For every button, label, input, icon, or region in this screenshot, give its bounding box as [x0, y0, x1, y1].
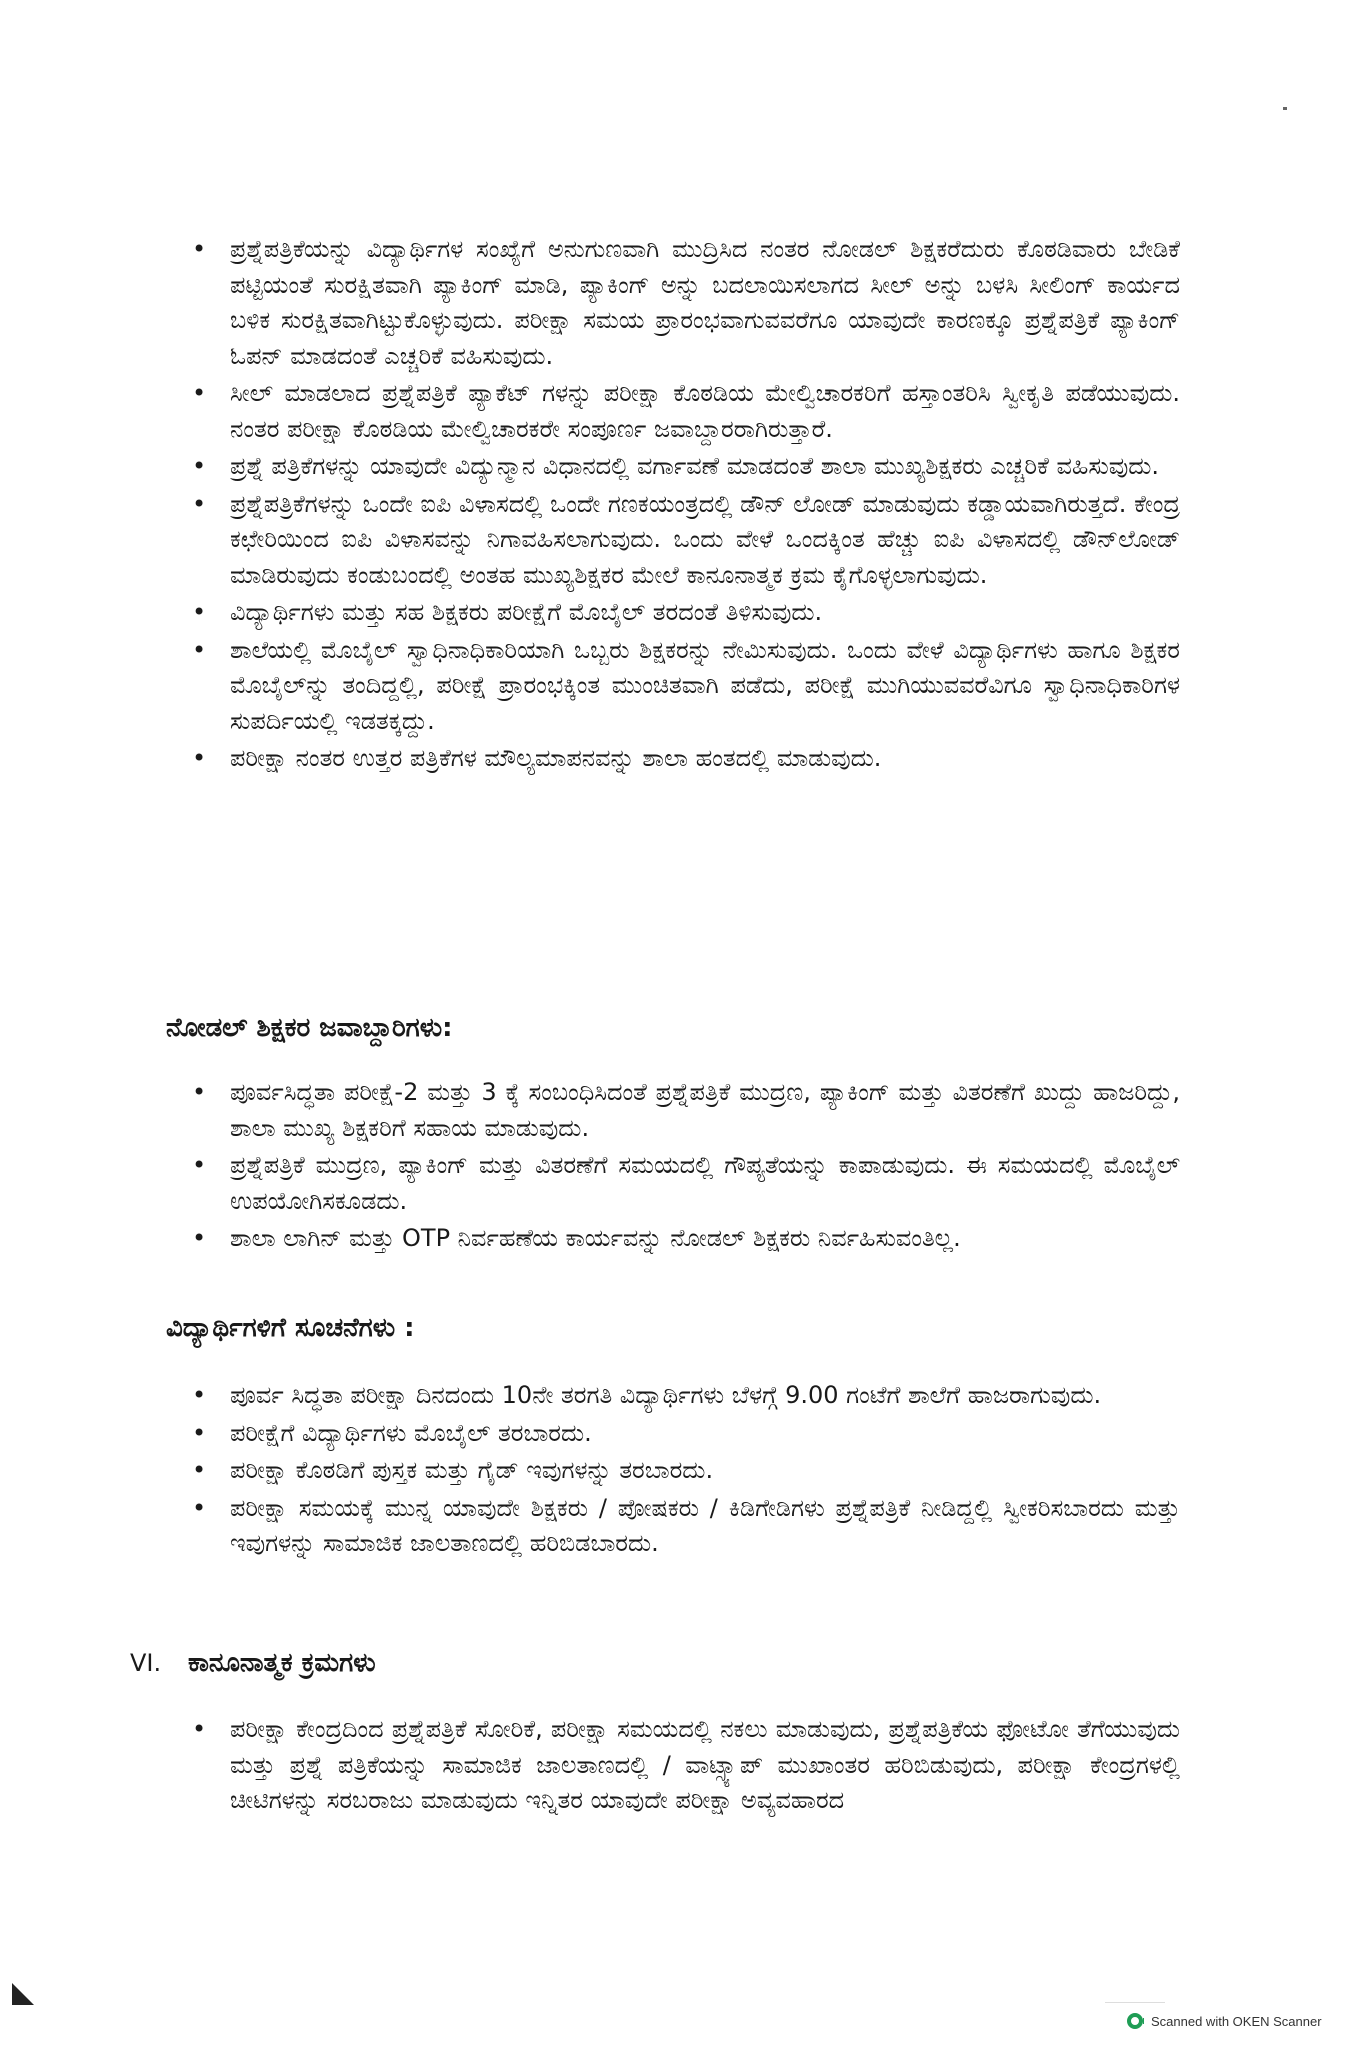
bullet-icon: • — [192, 1224, 207, 1252]
list-item — [190, 232, 1180, 374]
scanner-watermark — [1127, 2013, 1322, 2029]
list-item — [190, 1416, 1180, 1452]
bullet-icon: • — [192, 1418, 207, 1447]
list-item — [190, 449, 1180, 485]
list-item — [190, 741, 1180, 777]
list-item-text: ಪರೀಕ್ಷಾ ಸಮಯಕ್ಕೆ ಮುನ್ನ ಯಾವುದೇ ಶಿಕ್ಷಕರು / ಪೋಷಕರು / ಕಿಡಿಗೇಡಿಗಳು ಪ್ರಶ್ನೆಪತ್ರಿಕೆ ನೀಡಿದ್ದಲ್ಲಿ ಸ್ವೀಕರಿಸಬಾರದು ಮತ್ತು ಇವುಗಳನ್ನು ಸಾಮಾಜಿಕ ಜಾಲತಾಣದಲ್ಲಿ ಹರಿಬಿಡಬಾರದು. — [230, 1493, 1180, 1557]
nodal-bullet-list — [190, 1075, 1180, 1259]
bullet-icon: • — [192, 379, 207, 407]
student-bullet-list — [190, 1378, 1180, 1564]
page-corner-mark-icon — [12, 1983, 34, 2005]
student-instructions-heading: ವಿದ್ಯಾರ್ಥಿಗಳಿಗೆ ಸೂಚನೆಗಳು : — [166, 1313, 415, 1343]
list-item — [190, 1221, 1180, 1257]
list-item-text: ಶಾಲಾ ಲಾಗಿನ್ ಮತ್ತು OTP ನಿರ್ವಹಣೆಯ ಕಾರ್ಯವನ್ನು ನೋಡಲ್ ಶಿಕ್ಷಕರು ನಿರ್ವಹಿಸುವಂತಿಲ್ಲ. — [230, 1224, 961, 1252]
list-item — [190, 1378, 1180, 1414]
bullet-icon: • — [192, 635, 207, 664]
section-number: VI. — [130, 1649, 162, 1677]
bullet-icon: • — [192, 1078, 207, 1106]
scan-artifact-line — [1105, 2002, 1165, 2003]
intro-bullet-list — [190, 232, 1180, 779]
legal-actions-heading — [130, 1645, 376, 1681]
bullet-icon: • — [192, 1381, 207, 1409]
list-item-text: ಪೂರ್ವಸಿದ್ಧತಾ ಪರೀಕ್ಷೆ-2 ಮತ್ತು 3 ಕ್ಕೆ ಸಂಬಂಧಿಸಿದಂತೆ ಪ್ರಶ್ನೆಪತ್ರಿಕೆ ಮುದ್ರಣ, ಪ್ಯಾಕಿಂಗ್ ಮತ್ತು ವಿತರಣೆಗೆ ಖುದ್ದು ಹಾಜರಿದ್ದು, ಶಾಲಾ ಮುಖ್ಯ ಶಿಕ್ಷಕರಿಗೆ ಸಹಾಯ ಮಾಡುವುದು. — [230, 1078, 1180, 1142]
list-item-text: ಪ್ರಶ್ನೆಪತ್ರಿಕೆಯನ್ನು ವಿದ್ಯಾರ್ಥಿಗಳ ಸಂಖ್ಯೆಗೆ ಅನುಗುಣವಾಗಿ ಮುದ್ರಿಸಿದ ನಂತರ ನೋಡಲ್ ಶಿಕ್ಷಕರೆದುರು ಕೊಠಡಿವಾರು ಬೇಡಿಕೆ ಪಟ್ಟಿಯಂತೆ ಸುರಕ್ಷಿತವಾಗಿ ಪ್ಯಾಕಿಂಗ್ ಮಾಡಿ, ಪ್ಯಾಕಿಂಗ್ ಅನ್ನು ಬದಲಾಯಿಸಲಾಗದ ಸೀಲ್ ಅನ್ನು ಬಳಸಿ ಸೀಲಿಂಗ್ ಕಾರ್ಯದ ಬಳಿಕ ಸುರಕ್ಷಿತವಾಗಿಟ್ಟುಕೊಳ್ಳುವುದು. ಪರೀಕ್ಷಾ ಸಮಯ ಪ್ರಾರಂಭವಾಗುವವರೆಗೂ ಯಾವುದೇ ಕಾರಣಕ್ಕೂ ಪ್ರಶ್ನೆಪತ್ರಿಕೆ ಪ್ಯಾಕಿಂಗ್ ಓಪನ್ ಮಾಡದಂತೆ ಎಚ್ಚರಿಕೆ ವಹಿಸುವುದು. — [230, 235, 1180, 370]
list-item-text: ಶಾಲೆಯಲ್ಲಿ ಮೊಬೈಲ್ ಸ್ವಾಧಿನಾಧಿಕಾರಿಯಾಗಿ ಒಬ್ಬರು ಶಿಕ್ಷಕರನ್ನು ನೇಮಿಸುವುದು. ಒಂದು ವೇಳೆ ವಿದ್ಯಾರ್ಥಿಗಳು ಹಾಗೂ ಶಿಕ್ಷಕರ ಮೊಬೈಲ್‌ನ್ನು ತಂದಿದ್ದಲ್ಲಿ, ಪರೀಕ್ಷೆ ಪ್ರಾರಂಭಕ್ಕಿಂತ ಮುಂಚಿತವಾಗಿ ಪಡೆದು, ಪರೀಕ್ಷೆ ಮುಗಿಯುವವರೆವಿಗೂ ಸ್ವಾಧಿನಾಧಿಕಾರಿಗಳ ಸುಪರ್ದಿಯಲ್ಲಿ ಇಡತಕ್ಕದ್ದು. — [230, 635, 1180, 735]
bullet-icon: • — [192, 1715, 207, 1743]
list-item-text: ಪೂರ್ವ ಸಿದ್ಧತಾ ಪರೀಕ್ಷಾ ದಿನದಂದು 10ನೇ ತರಗತಿ ವಿದ್ಯಾರ್ಥಿಗಳು ಬೆಳಗ್ಗೆ 9.00 ಗಂಟೆಗೆ ಶಾಲೆಗೆ ಹಾಜರಾಗುವುದು. — [230, 1381, 1102, 1409]
list-item-text: ಪರೀಕ್ಷಾ ನಂತರ ಉತ್ತರ ಪತ್ರಿಕೆಗಳ ಮೌಲ್ಯಮಾಪನವನ್ನು ಶಾಲಾ ಹಂತದಲ್ಲಿ ಮಾಡುವುದು. — [230, 744, 882, 772]
watermark-text: Scanned with OKEN Scanner — [1151, 2013, 1322, 2029]
list-item — [190, 633, 1180, 740]
list-item — [190, 1491, 1180, 1562]
list-item — [190, 1148, 1180, 1219]
section-title: ಕಾನೂನಾತ್ಮಕ ಕ್ರಮಗಳು — [188, 1648, 376, 1678]
list-item-text: ಪ್ರಶ್ನೆ ಪತ್ರಿಕೆಗಳನ್ನು ಯಾವುದೇ ವಿದ್ಯುನ್ಮಾನ ವಿಧಾನದಲ್ಲಿ ವರ್ಗಾವಣೆ ಮಾಡದಂತೆ ಶಾಲಾ ಮುಖ್ಯಶಿಕ್ಷಕರು ಎಚ್ಚರಿಕೆ ವಹಿಸುವುದು. — [230, 452, 1160, 480]
bullet-icon: • — [192, 744, 207, 772]
list-item — [190, 1075, 1180, 1146]
list-item-text: ಪರೀಕ್ಷೆಗೆ ವಿದ್ಯಾರ್ಥಿಗಳು ಮೊಬೈಲ್ ತರಬಾರದು. — [230, 1418, 592, 1447]
bullet-icon: • — [192, 452, 207, 480]
nodal-teacher-responsibilities-heading: ನೋಡಲ್ ಶಿಕ್ಷಕರ ಜವಾಬ್ದಾರಿಗಳು: — [166, 1013, 453, 1043]
list-item-text: ಪ್ರಶ್ನೆಪತ್ರಿಕೆಗಳನ್ನು ಒಂದೇ ಐಪಿ ವಿಳಾಸದಲ್ಲಿ ಒಂದೇ ಗಣಕಯಂತ್ರದಲ್ಲಿ ಡೌನ್ ಲೋಡ್ ಮಾಡುವುದು ಕಡ್ಡಾಯವಾಗಿರುತ್ತದೆ. ಕೇಂದ್ರ ಕಛೇರಿಯಿಂದ ಐಪಿ ವಿಳಾಸವನ್ನು ನಿಗಾವಹಿಸಲಾಗುವುದು. ಒಂದು ವೇಳೆ ಒಂದಕ್ಕಿಂತ ಹೆಚ್ಚು ಐಪಿ ವಿಳಾಸದಲ್ಲಿ ಡೌನ್‌ಲೋಡ್ ಮಾಡಿರುವುದು ಕಂಡುಬಂದಲ್ಲಿ ಅಂತಹ ಮುಖ್ಯಶಿಕ್ಷಕರ ಮೇಲೆ ಕಾನೂನಾತ್ಮಕ ಕ್ರಮ ಕೈಗೊಳ್ಳಲಾಗುವುದು. — [230, 489, 1180, 589]
scan-speck — [1283, 107, 1287, 110]
legal-bullet-list — [190, 1712, 1180, 1821]
oken-logo-icon — [1127, 2013, 1143, 2029]
list-item-text: ಸೀಲ್ ಮಾಡಲಾದ ಪ್ರಶ್ನೆಪತ್ರಿಕೆ ಪ್ಯಾಕೆಟ್ ಗಳನ್ನು ಪರೀಕ್ಷಾ ಕೊಠಡಿಯ ಮೇಲ್ವಿಚಾರಕರಿಗೆ ಹಸ್ತಾಂತರಿಸಿ ಸ್ವೀಕೃತಿ ಪಡೆಯುವುದು. ನಂತರ ಪರೀಕ್ಷಾ ಕೊಠಡಿಯ ಮೇಲ್ವಿಚಾರಕರೇ ಸಂಪೂರ್ಣ ಜವಾಬ್ದಾರರಾಗಿರುತ್ತಾರೆ. — [230, 379, 1180, 443]
list-item-text: ಪರೀಕ್ಷಾ ಕೊಠಡಿಗೆ ಪುಸ್ತಕ ಮತ್ತು ಗೈಡ್ ಇವುಗಳನ್ನು ತರಬಾರದು. — [230, 1456, 714, 1484]
bullet-icon: • — [192, 1493, 207, 1522]
bullet-icon: • — [192, 1151, 207, 1179]
bullet-icon: • — [192, 598, 207, 626]
list-item — [190, 1453, 1180, 1489]
list-item — [190, 487, 1180, 594]
list-item-text: ಪರೀಕ್ಷಾ ಕೇಂದ್ರದಿಂದ ಪ್ರಶ್ನೆಪತ್ರಿಕೆ ಸೋರಿಕೆ, ಪರೀಕ್ಷಾ ಸಮಯದಲ್ಲಿ ನಕಲು ಮಾಡುವುದು, ಪ್ರಶ್ನೆಪತ್ರಿಕೆಯ ಫೋಟೋ ತೆಗೆಯುವುದು ಮತ್ತು ಪ್ರಶ್ನೆ ಪತ್ರಿಕೆಯನ್ನು ಸಾಮಾಜಿಕ ಜಾಲತಾಣದಲ್ಲಿ / ವಾಟ್ಸ್ಯಾಪ್ ಮುಖಾಂತರ ಹರಿಬಿಡುವುದು, ಪರೀಕ್ಷಾ ಕೇಂದ್ರಗಳಲ್ಲಿ ಚೀಟಿಗಳನ್ನು ಸರಬರಾಜು ಮಾಡುವುದು ಇನ್ನಿತರ ಯಾವುದೇ ಪರೀಕ್ಷಾ ಅವ್ಯವಹಾರದ — [230, 1715, 1180, 1814]
bullet-icon: • — [192, 235, 207, 263]
bullet-icon: • — [192, 1456, 207, 1484]
list-item — [190, 376, 1180, 447]
list-item — [190, 1712, 1180, 1819]
list-item-text: ವಿದ್ಯಾರ್ಥಿಗಳು ಮತ್ತು ಸಹ ಶಿಕ್ಷಕರು ಪರೀಕ್ಷೆಗೆ ಮೊಬೈಲ್ ತರದಂತೆ ತಿಳಿಸುವುದು. — [230, 598, 823, 626]
list-item — [190, 595, 1180, 631]
bullet-icon: • — [192, 489, 207, 518]
list-item-text: ಪ್ರಶ್ನೆಪತ್ರಿಕೆ ಮುದ್ರಣ, ಪ್ಯಾಕಿಂಗ್ ಮತ್ತು ವಿತರಣೆಗೆ ಸಮಯದಲ್ಲಿ ಗೌಪ್ಯತೆಯನ್ನು ಕಾಪಾಡುವುದು. ಈ ಸಮಯದಲ್ಲಿ ಮೊಬೈಲ್ ಉಪಯೋಗಿಸಕೂಡದು. — [230, 1151, 1180, 1215]
